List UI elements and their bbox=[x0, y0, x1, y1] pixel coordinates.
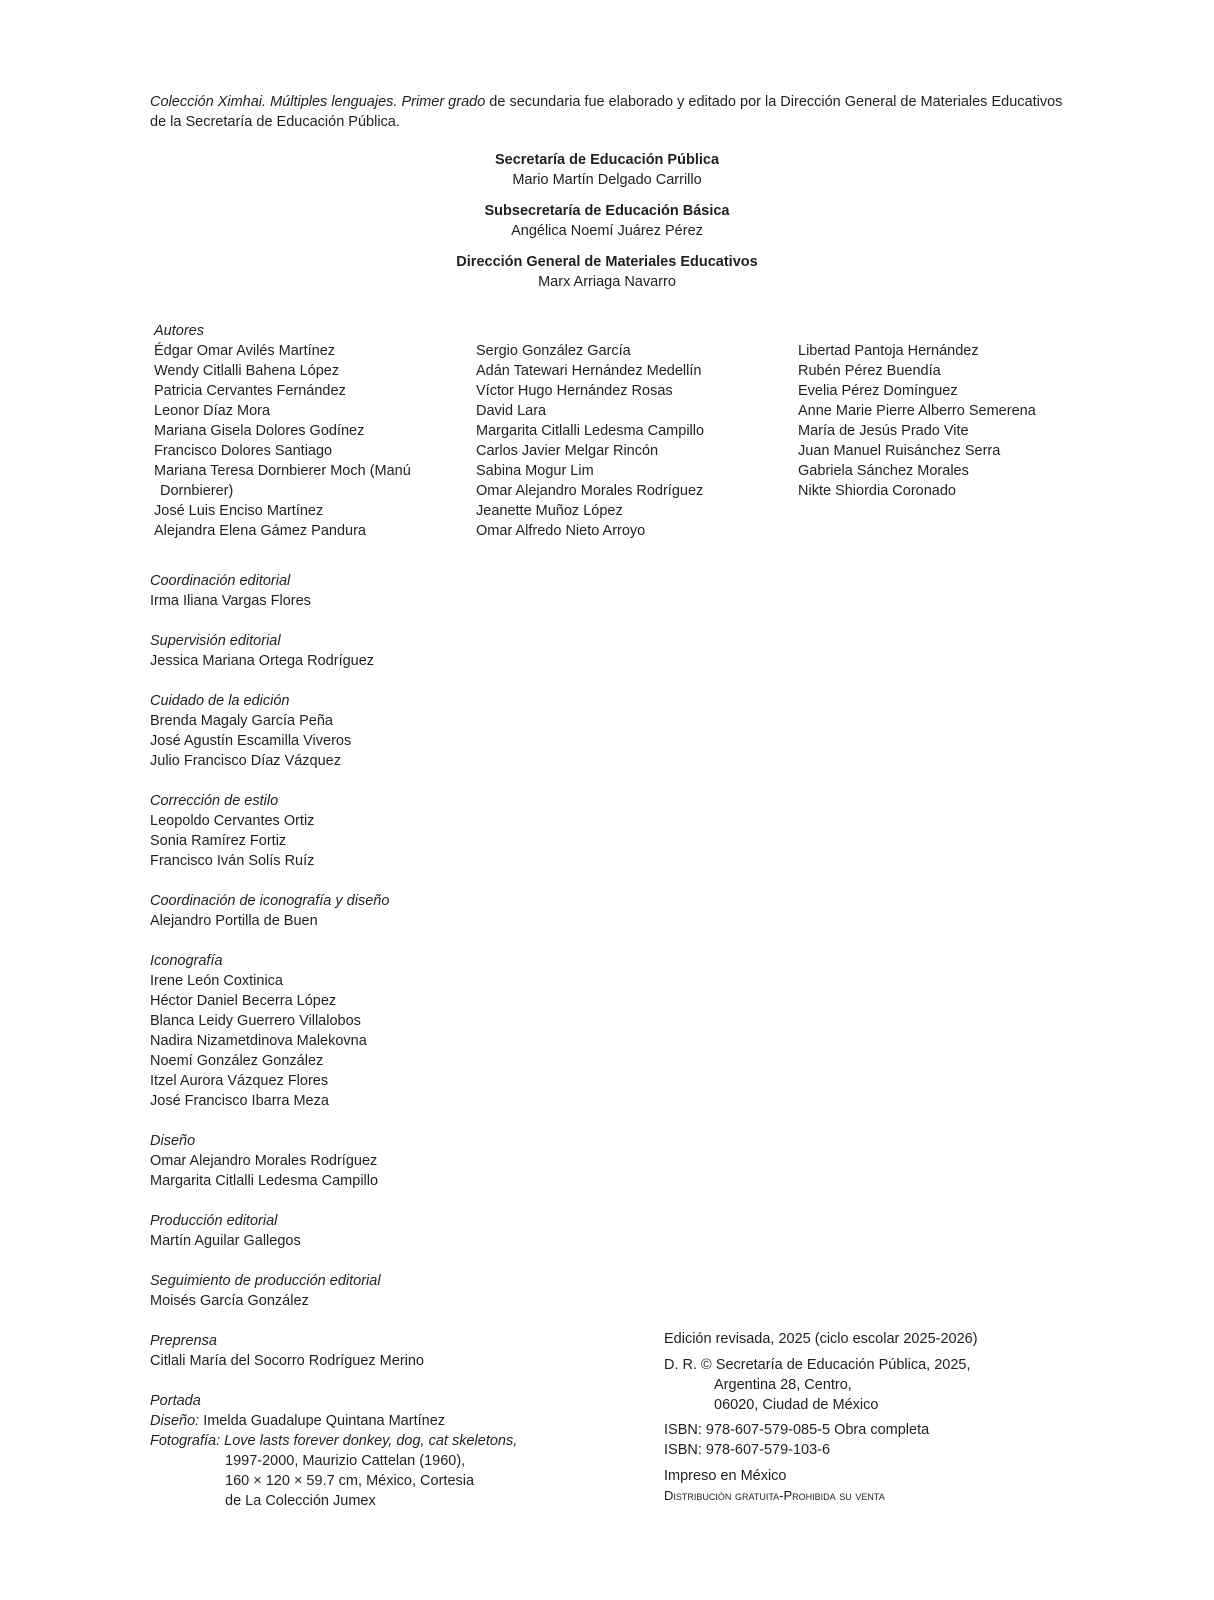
author-name: José Luis Enciso Martínez bbox=[154, 503, 324, 519]
author-name: Jeanette Muñoz López bbox=[476, 503, 623, 519]
copyright-line: D. R. © Secretaría de Educación Pública, 2025, bbox=[664, 1357, 971, 1373]
portada-photo-detail: de La Colección Jumex bbox=[225, 1493, 376, 1509]
credit-section-coordinacion-iconografia bbox=[150, 891, 389, 931]
credit-label: Cuidado de la edición bbox=[150, 693, 290, 709]
portada-photo-title: Love lasts forever donkey, dog, cat skeletons, bbox=[220, 1433, 518, 1449]
credit-name: Irene León Coxtinica bbox=[150, 973, 283, 989]
author-name: Anne Marie Pierre Alberro Semerena bbox=[798, 403, 1036, 419]
author-name: Édgar Omar Avilés Martínez bbox=[154, 343, 336, 359]
credit-name: Omar Alejandro Morales Rodríguez bbox=[150, 1153, 378, 1169]
intro-paragraph bbox=[150, 92, 1080, 132]
credit-section-portada bbox=[150, 1391, 517, 1511]
credit-name: Leopoldo Cervantes Ortiz bbox=[150, 813, 315, 829]
credit-label: Coordinación editorial bbox=[150, 573, 291, 589]
portada-photo-detail: 160 × 120 × 59.7 cm, México, Cortesia bbox=[225, 1473, 475, 1489]
official-name: Marx Arriaga Navarro bbox=[538, 274, 676, 290]
printed-in-line: Impreso en México bbox=[664, 1468, 787, 1484]
author-name: Juan Manuel Ruisánchez Serra bbox=[798, 443, 1001, 459]
authors-label: Autores bbox=[154, 323, 204, 339]
credit-section-seguimiento-produccion bbox=[150, 1271, 381, 1311]
credit-section-correccion-estilo bbox=[150, 791, 314, 871]
official-name: Angélica Noemí Juárez Pérez bbox=[511, 223, 703, 239]
author-name: Mariana Teresa Dornbierer Moch (Manú bbox=[154, 463, 411, 479]
credit-name: Brenda Magaly García Peña bbox=[150, 713, 333, 729]
author-name: Mariana Gisela Dolores Godínez bbox=[154, 423, 365, 439]
credit-name: Margarita Citlalli Ledesma Campillo bbox=[150, 1173, 379, 1189]
credit-section-diseno bbox=[150, 1131, 378, 1191]
credit-name: Irma Iliana Vargas Flores bbox=[150, 593, 311, 609]
isbn-line: ISBN: 978-607-579-085-5 Obra completa bbox=[664, 1422, 930, 1438]
authors-column-2 bbox=[476, 341, 704, 541]
distribution-notice: Distribución gratuita-Prohibida su venta bbox=[664, 1488, 885, 1503]
credit-label: Producción editorial bbox=[150, 1213, 278, 1229]
credit-name: Héctor Daniel Becerra López bbox=[150, 993, 337, 1009]
official-block bbox=[0, 201, 1214, 241]
intro-text-line2: de la Secretaría de Educación Pública. bbox=[150, 114, 400, 130]
credit-label: Iconografía bbox=[150, 953, 223, 969]
credit-label: Coordinación de iconografía y diseño bbox=[150, 893, 390, 909]
author-name: Gabriela Sánchez Morales bbox=[798, 463, 969, 479]
credit-label: Corrección de estilo bbox=[150, 793, 279, 809]
author-name: Omar Alfredo Nieto Arroyo bbox=[476, 523, 646, 539]
credit-name: Citlali María del Socorro Rodríguez Merino bbox=[150, 1353, 424, 1369]
credit-section-preprensa bbox=[150, 1331, 424, 1371]
portada-design-label: Diseño: bbox=[150, 1413, 200, 1429]
credit-name: José Francisco Ibarra Meza bbox=[150, 1093, 329, 1109]
portada-photo-detail: 1997-2000, Maurizio Cattelan (1960), bbox=[225, 1453, 466, 1469]
author-name: Sergio González García bbox=[476, 343, 631, 359]
portada-photo bbox=[150, 1431, 517, 1451]
book-title: Colección Ximhai. Múltiples lenguajes. Primer grado bbox=[150, 94, 486, 110]
authors-column-3 bbox=[798, 341, 1036, 501]
credit-name: Francisco Iván Solís Ruíz bbox=[150, 853, 315, 869]
credit-section-supervision-editorial bbox=[150, 631, 374, 671]
author-name-continued: Dornbierer) bbox=[160, 483, 234, 499]
credit-name: Itzel Aurora Vázquez Flores bbox=[150, 1073, 329, 1089]
author-name: Rubén Pérez Buendía bbox=[798, 363, 941, 379]
official-title: Dirección General de Materiales Educativos bbox=[456, 254, 758, 270]
author-name: Margarita Citlalli Ledesma Campillo bbox=[476, 423, 705, 439]
author-name: Adán Tatewari Hernández Medellín bbox=[476, 363, 702, 379]
official-title: Secretaría de Educación Pública bbox=[494, 152, 720, 168]
author-name: Evelia Pérez Domínguez bbox=[798, 383, 958, 399]
isbn-line: ISBN: 978-607-579-103-6 bbox=[664, 1442, 831, 1458]
credit-section-coordinacion-editorial bbox=[150, 571, 311, 611]
credit-section-cuidado-edicion bbox=[150, 691, 351, 771]
credit-name: Sonia Ramírez Fortiz bbox=[150, 833, 287, 849]
credit-name: José Agustín Escamilla Viveros bbox=[150, 733, 352, 749]
address-line: 06020, Ciudad de México bbox=[714, 1397, 879, 1413]
author-name: Libertad Pantoja Hernández bbox=[798, 343, 979, 359]
address-line: Argentina 28, Centro, bbox=[714, 1377, 852, 1393]
credit-label: Portada bbox=[150, 1393, 201, 1409]
edition-line: Edición revisada, 2025 (ciclo escolar 2025-2026) bbox=[664, 1331, 978, 1347]
author-name: Wendy Citlalli Bahena López bbox=[154, 363, 340, 379]
credit-name: Noemí González González bbox=[150, 1053, 324, 1069]
author-name: Nikte Shiordia Coronado bbox=[798, 483, 956, 499]
credit-name: Alejandro Portilla de Buen bbox=[150, 913, 318, 929]
author-name: Leonor Díaz Mora bbox=[154, 403, 271, 419]
credit-name: Jessica Mariana Ortega Rodríguez bbox=[150, 653, 375, 669]
official-block bbox=[0, 150, 1214, 190]
author-name: Alejandra Elena Gámez Pandura bbox=[154, 523, 366, 539]
credit-label: Seguimiento de producción editorial bbox=[150, 1273, 381, 1289]
author-name: Patricia Cervantes Fernández bbox=[154, 383, 346, 399]
official-name: Mario Martín Delgado Carrillo bbox=[512, 172, 702, 188]
credit-name: Blanca Leidy Guerrero Villalobos bbox=[150, 1013, 361, 1029]
official-block bbox=[0, 252, 1214, 292]
credit-section-produccion-editorial bbox=[150, 1211, 301, 1251]
credit-name: Moisés García González bbox=[150, 1293, 309, 1309]
author-name: Omar Alejandro Morales Rodríguez bbox=[476, 483, 704, 499]
credit-section-iconografia bbox=[150, 951, 367, 1111]
authors-column-1 bbox=[154, 341, 411, 541]
portada-design bbox=[150, 1411, 517, 1431]
credit-label: Preprensa bbox=[150, 1333, 217, 1349]
credit-name: Julio Francisco Díaz Vázquez bbox=[150, 753, 341, 769]
author-name: Víctor Hugo Hernández Rosas bbox=[476, 383, 673, 399]
author-name: David Lara bbox=[476, 403, 547, 419]
credit-label: Diseño bbox=[150, 1133, 196, 1149]
portada-design-name: Imelda Guadalupe Quintana Martínez bbox=[199, 1413, 446, 1429]
official-title: Subsecretaría de Educación Básica bbox=[484, 203, 730, 219]
credit-label: Supervisión editorial bbox=[150, 633, 281, 649]
edition-block bbox=[664, 1329, 978, 1506]
portada-photo-label: Fotografía: bbox=[150, 1433, 221, 1449]
credit-name: Martín Aguilar Gallegos bbox=[150, 1233, 301, 1249]
author-name: Sabina Mogur Lim bbox=[476, 463, 594, 479]
author-name: Carlos Javier Melgar Rincón bbox=[476, 443, 659, 459]
author-name: Francisco Dolores Santiago bbox=[154, 443, 333, 459]
author-name: María de Jesús Prado Vite bbox=[798, 423, 969, 439]
credit-name: Nadira Nizametdinova Malekovna bbox=[150, 1033, 367, 1049]
intro-text: de secundaria fue elaborado y editado por la Dirección General de Materiales Educativos bbox=[485, 94, 1063, 110]
